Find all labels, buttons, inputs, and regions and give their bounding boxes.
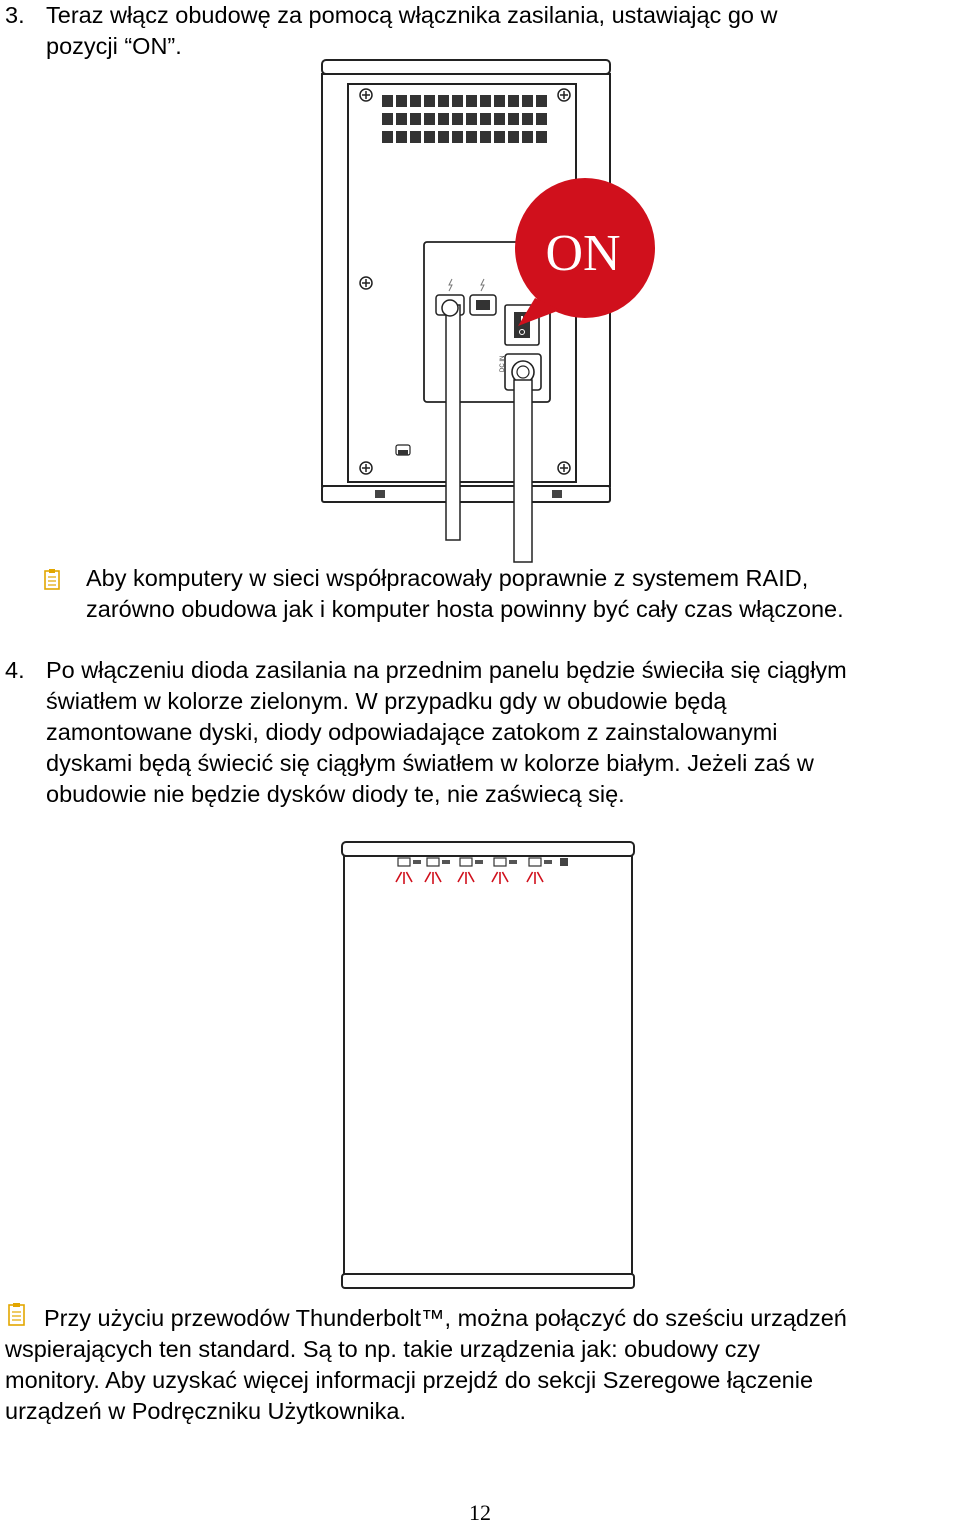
note-1-line-2: zarówno obudowa jak i komputer hosta powinny być cały czas włączone. (86, 596, 844, 622)
step-3-text-line-2: pozycji “ON”. (46, 33, 182, 59)
step-4-line-5: obudowie nie będzie dysków diody te, nie zaświecą się. (46, 781, 625, 807)
note-icon (6, 1302, 28, 1328)
step-4-line-2: światłem w kolorze zielonym. W przypadku gdy w obudowie będą (46, 688, 727, 714)
on-callout-label: ON (545, 225, 621, 282)
step-3-number: 3. (5, 2, 25, 28)
dc-in-label: DC IN (500, 355, 506, 372)
step-4-line-4: dyskami będą świecić się ciągłym światłem w kolorze białym. Jeżeli zaś w (46, 750, 814, 776)
step-4-line-3: zamontowane dyski, diody odpowiadające zatokom z zainstalowanymi (46, 719, 778, 745)
step-3-text-line-1: Teraz włącz obudowę za pomocą włącznika zasilania, ustawiając go w (46, 2, 778, 28)
note-2-line-1: Przy użyciu przewodów Thunderbolt™, można połączyć do sześciu urządzeń (44, 1305, 847, 1331)
step-4-number: 4. (5, 657, 25, 683)
power-led (560, 858, 568, 866)
step-4-line-1: Po włączeniu dioda zasilania na przednim panelu będzie świeciła się ciągłym (46, 657, 847, 683)
page-number: 12 (469, 1500, 491, 1525)
note-2-line-2: wspierających ten standard. Są to np. takie urządzenia jak: obudowy czy (5, 1336, 761, 1362)
note-2-line-3: monitory. Aby uzyskać więcej informacji przejdź do sekcji Szeregowe łączenie (5, 1367, 814, 1393)
note-1-line-1: Aby komputery w sieci współpracowały poprawnie z systemem RAID, (86, 565, 809, 591)
note-2-line-4: urządzeń w Podręczniku Użytkownika. (5, 1398, 406, 1424)
